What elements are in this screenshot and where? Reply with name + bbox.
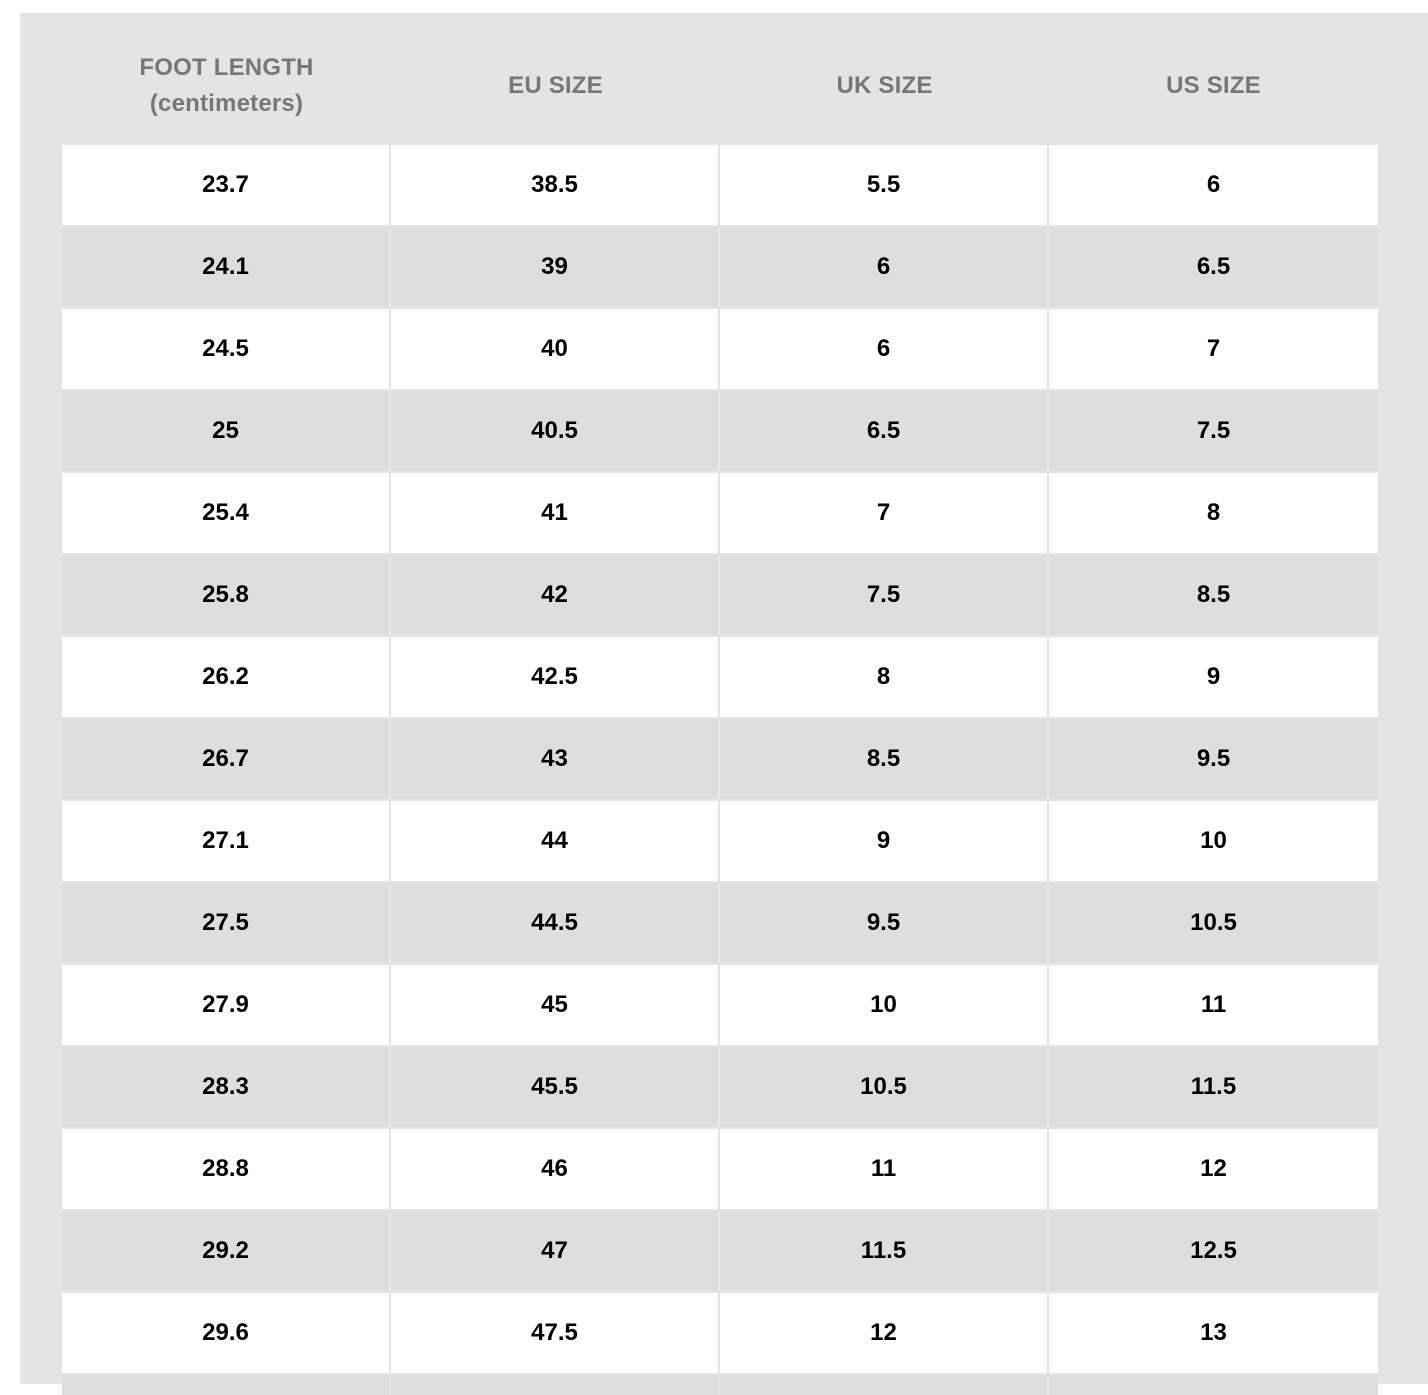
table-row bbox=[62, 965, 1378, 1045]
cell-eu-size: 40 bbox=[391, 309, 720, 389]
cell-partial bbox=[1049, 1375, 1378, 1395]
cell-foot-length: 26.2 bbox=[62, 637, 391, 717]
cell-uk-size: 7.5 bbox=[720, 555, 1049, 635]
cell-foot-length: 26.7 bbox=[62, 719, 391, 799]
cell-eu-size: 41 bbox=[391, 473, 720, 553]
header-us-size: US SIZE bbox=[1166, 72, 1261, 99]
cell-eu-size: 45 bbox=[391, 965, 720, 1045]
cell-eu-size: 38.5 bbox=[391, 145, 720, 225]
table-row-partial bbox=[62, 1375, 1378, 1395]
table-row bbox=[62, 719, 1378, 799]
cell-uk-size: 6 bbox=[720, 227, 1049, 307]
cell-us-size: 13 bbox=[1200, 1319, 1227, 1346]
cell-eu-size: 42 bbox=[391, 555, 720, 635]
cell-foot-length: 28.8 bbox=[62, 1129, 391, 1209]
cell-foot-length: 25.8 bbox=[62, 555, 391, 635]
table-row bbox=[62, 391, 1378, 471]
cell-us-size: 9.5 bbox=[1196, 745, 1231, 772]
cell-uk-size: 8 bbox=[720, 637, 1049, 717]
table-row bbox=[62, 309, 1378, 389]
cell-us-size: 11 bbox=[1200, 991, 1227, 1018]
cell-us-size: 8.5 bbox=[1196, 581, 1231, 608]
cell-foot-length: 29.2 bbox=[62, 1211, 391, 1291]
cell-foot-length: 23.7 bbox=[62, 145, 391, 225]
table-row bbox=[62, 1129, 1378, 1209]
cell-foot-length: 24.1 bbox=[62, 227, 391, 307]
table-row bbox=[62, 801, 1378, 881]
cell-foot-length: 27.1 bbox=[62, 801, 391, 881]
cell-uk-size: 11.5 bbox=[720, 1211, 1049, 1291]
cell-uk-size: 7 bbox=[720, 473, 1049, 553]
header-uk-size: UK SIZE bbox=[836, 72, 933, 99]
cell-us-size: 9 bbox=[1206, 663, 1221, 690]
header-foot-length-title: FOOT LENGTH bbox=[139, 54, 314, 81]
cell-partial bbox=[720, 1375, 1049, 1395]
cell-eu-size: 47.5 bbox=[391, 1293, 720, 1373]
cell-us-size: 12 bbox=[1200, 1155, 1227, 1182]
cell-us-size: 12.5 bbox=[1190, 1237, 1237, 1264]
cell-eu-size: 46 bbox=[391, 1129, 720, 1209]
cell-us-size: 10 bbox=[1200, 827, 1227, 854]
table-row bbox=[62, 145, 1378, 225]
cell-partial bbox=[62, 1375, 391, 1395]
cell-uk-size: 11 bbox=[720, 1129, 1049, 1209]
cell-us-size: 7 bbox=[1206, 335, 1221, 362]
cell-us-size: 11.5 bbox=[1190, 1073, 1237, 1100]
cell-eu-size: 47 bbox=[391, 1211, 720, 1291]
cell-uk-size: 10.5 bbox=[720, 1047, 1049, 1127]
table-row bbox=[62, 473, 1378, 553]
cell-uk-size: 12 bbox=[720, 1293, 1049, 1373]
cell-uk-size: 10 bbox=[720, 965, 1049, 1045]
header-eu-size: EU SIZE bbox=[508, 72, 603, 99]
cell-foot-length: 29.6 bbox=[62, 1293, 391, 1373]
size-chart-header bbox=[62, 41, 1378, 131]
cell-us-size: 8 bbox=[1206, 499, 1221, 526]
cell-foot-length: 28.3 bbox=[62, 1047, 391, 1127]
cell-foot-length: 24.5 bbox=[62, 309, 391, 389]
cell-us-size: 7.5 bbox=[1196, 417, 1231, 444]
table-row bbox=[62, 227, 1378, 307]
cell-eu-size: 45.5 bbox=[391, 1047, 720, 1127]
cell-foot-length: 27.9 bbox=[62, 965, 391, 1045]
cell-eu-size: 44 bbox=[391, 801, 720, 881]
cell-eu-size: 42.5 bbox=[391, 637, 720, 717]
table-row bbox=[62, 555, 1378, 635]
table-row bbox=[62, 1293, 1378, 1373]
cell-uk-size: 5.5 bbox=[720, 145, 1049, 225]
cell-eu-size: 39 bbox=[391, 227, 720, 307]
cell-partial bbox=[391, 1375, 720, 1395]
cell-eu-size: 43 bbox=[391, 719, 720, 799]
table-row bbox=[62, 1047, 1378, 1127]
cell-eu-size: 44.5 bbox=[391, 883, 720, 963]
cell-foot-length: 25 bbox=[62, 391, 391, 471]
cell-us-size: 6 bbox=[1206, 171, 1221, 198]
size-chart-table bbox=[62, 145, 1378, 1395]
cell-uk-size: 9 bbox=[720, 801, 1049, 881]
header-foot-length-unit: (centimeters) bbox=[149, 90, 304, 117]
cell-uk-size: 6.5 bbox=[720, 391, 1049, 471]
table-row bbox=[62, 883, 1378, 963]
cell-uk-size: 9.5 bbox=[720, 883, 1049, 963]
table-row bbox=[62, 1211, 1378, 1291]
header-foot-length bbox=[62, 41, 391, 131]
cell-eu-size: 40.5 bbox=[391, 391, 720, 471]
cell-foot-length: 27.5 bbox=[62, 883, 391, 963]
cell-foot-length: 25.4 bbox=[62, 473, 391, 553]
cell-uk-size: 6 bbox=[720, 309, 1049, 389]
table-row bbox=[62, 637, 1378, 717]
cell-uk-size: 8.5 bbox=[720, 719, 1049, 799]
cell-us-size: 6.5 bbox=[1196, 253, 1231, 280]
cell-us-size: 10.5 bbox=[1190, 909, 1237, 936]
